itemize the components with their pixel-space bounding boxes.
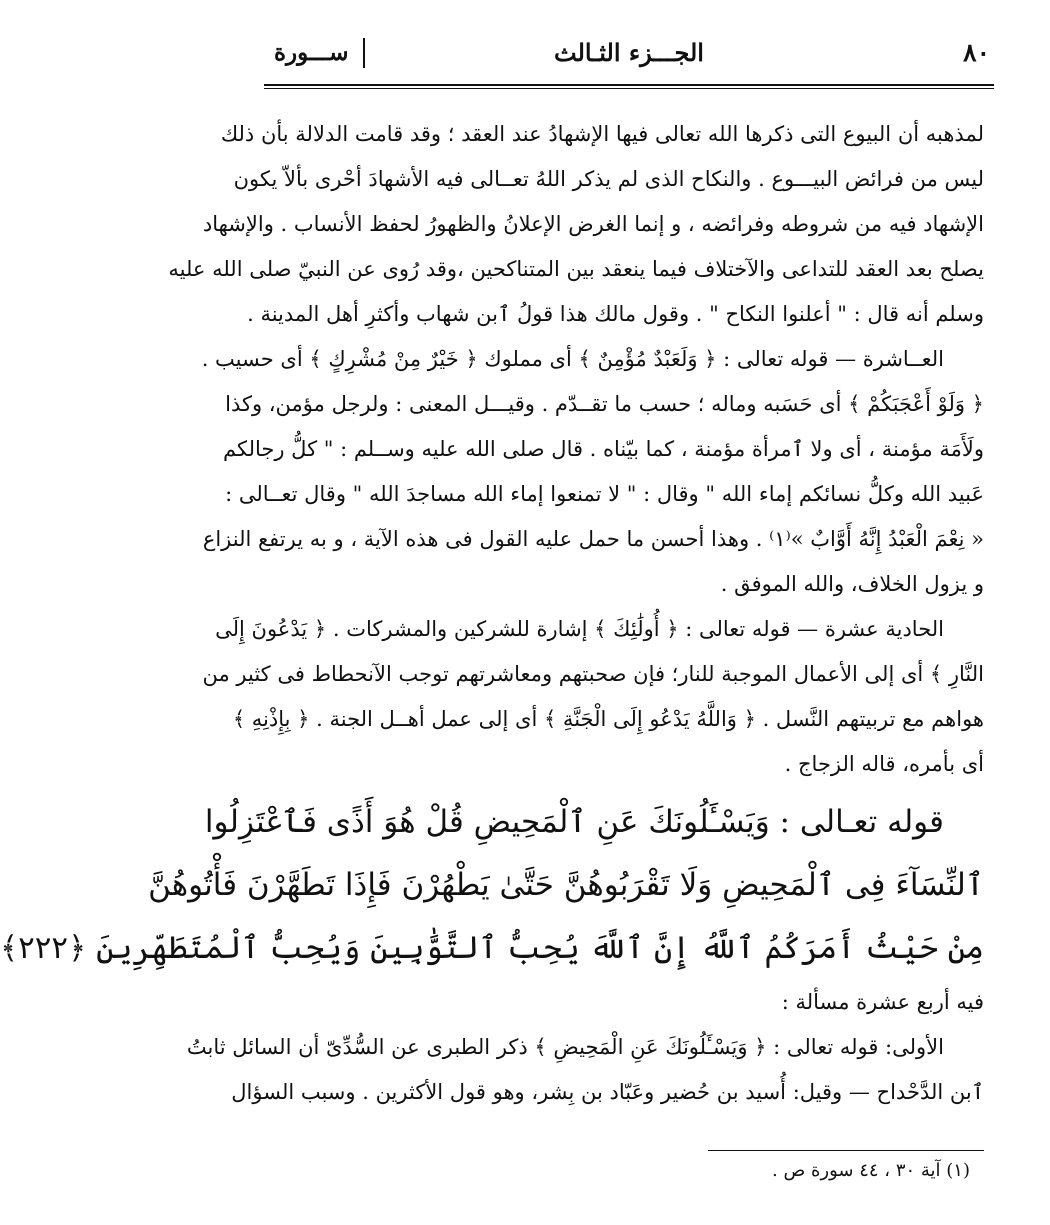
text-line: الحادية عشرة — قوله تعالى : ﴿ أُولَٰئِكَ ﴾ إشارة للشركين والمشركات . ﴿ يَدْعُونَ إِلَى: [215, 617, 944, 641]
text-line: ٱبن الدَّحْداح — وقيل: أُسيد بن حُضير وعَبّاد بن بِشر، وهو قول الأكثرين . وسبب السؤال: [231, 1080, 984, 1104]
text-line: عَبيد الله وكلُّ نسائكم إماء الله " وقال : " لا تمنعوا إماء الله مساجدَ الله " وقال تعــالى :: [225, 482, 984, 506]
text-line: وسلم أنه قال : " أعلنوا النكاح " . وقول مالك هذا قولُ ٱبن شهاب وأكثرِ أهل المدينة .: [247, 302, 984, 326]
quran-verse-line: مِنْ حَيْثُ أَمَرَكُمُ ٱللَّهُ إِنَّ ٱللَّهَ يُحِبُّ ٱلتَّوَّٰبِينَ وَيُحِبُّ ٱلْمُتَطَهِّرِينَ ﴿٢٢٢﴾: [0, 930, 984, 966]
text-line: ولَأَمَة مؤمنة ، أى ولا ٱمرأة مؤمنة ، كما بيّناه . قال صلى الله عليه وســلم : " كلُّ رجالكم: [223, 437, 984, 461]
quran-verse-line: ٱلنِّسَآءَ فِى ٱلْمَحِيضِ وَلَا تَقْرَبُوهُنَّ حَتَّىٰ يَطْهُرْنَ فَإِذَا تَطَهَّرْنَ فَأْتُوهُنَّ: [148, 867, 984, 903]
text-line: أى بأمره، قاله الزجاج .: [784, 752, 984, 776]
text-line: العــاشرة — قوله تعالى : ﴿ وَلَعَبْدٌ مُؤْمِنٌ ﴾ أى مملوك ﴿ خَيْرٌ مِنْ مُشْرِكٍ ﴾ أى حسيب .: [201, 347, 944, 371]
text-line: هواهم مع تربيتهم النَّسل . ﴿ وَاللَّهُ يَدْعُو إِلَى الْجَنَّةِ ﴾ أى إلى عمل أهــل الجنة . ﴿ بِإِذْنِهِ ﴾: [232, 707, 984, 731]
page-number: ٨٠: [963, 38, 990, 67]
text-line: و يزول الخلاف، والله الموفق .: [720, 572, 984, 596]
text-line: لمذهبه أن البيوع التى ذكرها الله تعالى فيها الإشهادُ عند العقد ؛ وقد قامت الدلالة بأن ذلك: [220, 122, 984, 146]
footnote: (١) آية ٣٠ ، ٤٤ سورة ص .: [772, 1160, 970, 1181]
text-line: « نِعْمَ الْعَبْدُ إِنَّهُ أَوَّابٌ »⁽١⁾ . وهذا أحسن ما حمل عليه القول فى هذه الآية ، و به يرتفع النزاع: [202, 527, 984, 551]
text-line: الإشهاد فيه من شروطه وفرائضه ، و إنما الغرض الإعلانُ والظهورُ لحفظ الأنساب . والإشهاد: [202, 212, 984, 236]
footnote-rule: [708, 1150, 984, 1151]
text-line: الأولى: قوله تعالى : ﴿ وَيَسْـَٔلُونَكَ عَنِ الْمَحِيضِ ﴾ ذكر الطبرى عن السُّدِّىّ أن السائل ثابتُ: [186, 1035, 944, 1059]
part-title: الجـــزء الثـالث: [554, 38, 704, 67]
text-line: النَّارِ ﴾ أى إلى الأعمال الموجبة للنار؛ فإن صحبتهم ومعاشرتهم توجب الآنحطاط فى كثير من: [202, 662, 984, 686]
quran-verse-line: قوله تعـالى : وَيَسْـَٔلُونَكَ عَنِ ٱلْمَحِيضِ قُلْ هُوَ أَذًى فَٱعْتَزِلُوا: [204, 804, 944, 840]
text-line: ﴿ وَلَوْ أَعْجَبَكُمْ ﴾ أى حَسَبه وماله ؛ حسب ما تقــدّم . وقيـــل المعنى : ولرجل مؤمن، وكذا: [225, 392, 984, 416]
text-line: يصلح بعد العقد للتداعى والآختلاف فيما ينعقد بين المتناكحين ،وقد رُوى عن النبيّ صلى الله عليه: [168, 257, 984, 281]
running-header: [268, 38, 990, 78]
body-text: [0, 112, 984, 1115]
text-line: ليس من فرائض البيـــوع . والنكاح الذى لم يذكر اللهُ تعــالى فيه الأشهادَ أحْرى بألاّ يكون: [233, 167, 984, 191]
text-line: فيه أربع عشرة مسألة :: [781, 990, 984, 1014]
header-rule: [264, 84, 994, 86]
surah-label: ســـورة: [274, 38, 365, 68]
header-rule-thin: [264, 88, 994, 89]
